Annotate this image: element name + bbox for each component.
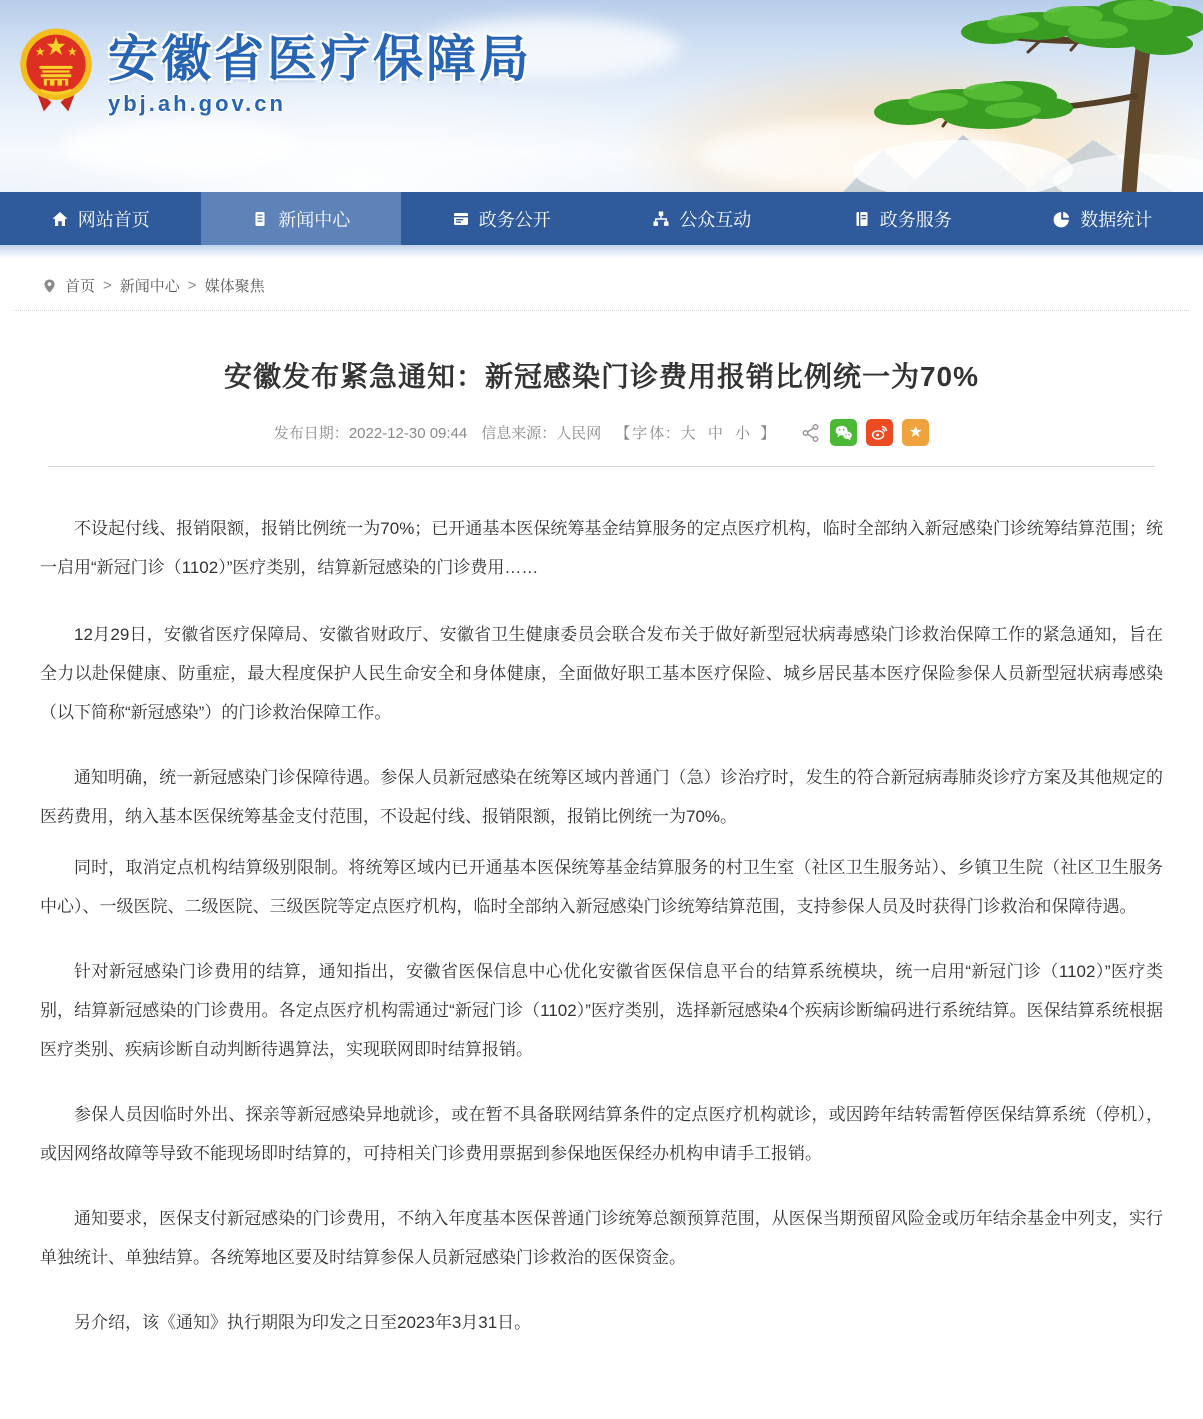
font-size-label: 【字体: — [615, 425, 673, 442]
breadcrumb-home-link[interactable]: 首页 — [65, 278, 96, 295]
breadcrumb-news-link[interactable]: 新闻中心 — [119, 278, 180, 295]
nav-item-statistics[interactable] — [1003, 192, 1203, 245]
article-paragraph: 12月29日，安徽省医疗保障局、安徽省财政厅、安徽省卫生健康委员会联合发布关于做好新型冠状病毒感染门诊救治保障工作的紧急通知，旨在全力以赴保健康、防重症，最大程度保护人民生命安全和身体健康，全面做好职工基本医疗保险、城乡居民基本医疗保险参保人员新型冠状病毒感染（以下简称“新冠感染”）的门诊救治保障工作。 — [40, 625, 1163, 722]
article-paragraph: 参保人员因临时外出、探亲等新冠感染异地就诊，或在暂不具备联网结算条件的定点医疗机构就诊，或因跨年结转需暂停医保结算系统（停机），或因网络故障等导致不能现场即时结算的，可持相关门诊费用票据到参保地医保经办机构申请手工报销。 — [40, 1105, 1163, 1163]
main-nav — [0, 192, 1203, 245]
wechat-share-button[interactable] — [830, 419, 857, 446]
site-header — [0, 0, 1203, 192]
article-paragraph: 不设起付线、报销限额，报销比例统一为70%；已开通基本医保统筹基金结算服务的定点医疗机构，临时全部纳入新冠感染门诊统筹结算范围；统一启用“新冠门诊（1102）”医疗类别，结算新冠感染的门诊费用…… — [40, 519, 1163, 577]
nav-item-label: 政务公开 — [478, 209, 551, 230]
font-size-controls — [615, 422, 777, 443]
info-source: 信息来源：人民网 — [481, 425, 602, 442]
font-size-medium-button[interactable]: 中 — [707, 425, 725, 442]
nav-item-label: 网站首页 — [77, 209, 150, 230]
favorite-star-button[interactable]: ★ — [902, 419, 929, 446]
site-domain: ybj.ah.gov.cn — [108, 91, 286, 116]
nav-item-interaction[interactable] — [602, 192, 803, 245]
nav-item-label: 公众互动 — [679, 209, 752, 230]
nav-item-label: 数据统计 — [1080, 209, 1153, 230]
location-pin-icon — [42, 278, 57, 294]
nav-item-gov-info[interactable] — [401, 192, 602, 245]
article — [0, 311, 1203, 1398]
news-icon — [251, 210, 269, 228]
cloud-decoration — [60, 120, 300, 174]
gov-info-icon — [452, 210, 470, 228]
breadcrumb-media-focus-link[interactable]: 媒体聚焦 — [204, 278, 265, 295]
breadcrumb-separator: > — [187, 277, 197, 294]
share-nodes-icon[interactable] — [801, 423, 821, 443]
article-body — [40, 467, 1163, 1342]
nav-item-news[interactable] — [201, 192, 402, 245]
article-paragraph: 另介绍，该《通知》执行期限为印发之日至2023年3月31日。 — [74, 1313, 532, 1332]
header-brand — [18, 26, 532, 117]
breadcrumb — [14, 259, 1189, 311]
article-paragraph: 通知明确，统一新冠感染门诊保障待遇。参保人员新冠感染在统筹区域内普通门（急）诊治疗时，发生的符合新冠病毒肺炎诊疗方案及其他规定的医药费用，纳入基本医保统筹基金支付范围，不设起付线、报销限额，报销比例统一为70%。 — [40, 768, 1163, 826]
breadcrumb-separator: > — [103, 277, 112, 294]
font-size-small-button[interactable]: 小 — [735, 425, 753, 442]
article-paragraph: 同时，取消定点机构结算级别限制。将统筹区域内已开通基本医保统筹基金结算服务的村卫生室（社区卫生服务站）、乡镇卫生院（社区卫生服务中心）、一级医院、二级医院、三级医院等定点医疗机构，临时全部纳入新冠感染门诊统筹结算范围，支持参保人员及时获得门诊救治和保障待遇。 — [40, 858, 1163, 916]
nav-item-label: 新闻中心 — [278, 209, 351, 230]
article-meta — [40, 419, 1163, 446]
site-title: 安徽省医疗保障局 — [108, 31, 532, 87]
font-size-large-button[interactable]: 大 — [680, 425, 698, 442]
nav-item-home[interactable] — [0, 192, 201, 245]
article-paragraph: 通知要求，医保支付新冠感染的门诊费用，不纳入年度基本医保普通门诊统筹总额预算范围，从医保当期预留风险金或历年结余基金中列支，实行单独统计、单独结算。各统筹地区要及时结算参保人员新冠感染门诊救治的医保资金。 — [40, 1209, 1163, 1267]
national-emblem-logo — [18, 26, 94, 114]
article-title: 安徽发布紧急通知：新冠感染门诊费用报销比例统一为70% — [223, 361, 980, 392]
publish-date: 发布日期：2022-12-30 09:44 — [273, 425, 468, 442]
statistics-pie-icon — [1053, 210, 1071, 228]
pine-tree-banner-image — [843, 0, 1203, 192]
service-icon — [853, 210, 871, 228]
weibo-share-button[interactable] — [866, 419, 893, 446]
home-icon — [51, 210, 69, 228]
nav-item-services[interactable] — [802, 192, 1003, 245]
font-size-label-close: 】 — [760, 425, 778, 442]
interaction-icon — [652, 210, 670, 228]
share-buttons — [801, 419, 929, 446]
nav-bottom-gradient — [0, 245, 1203, 259]
nav-item-label: 政务服务 — [879, 209, 952, 230]
article-paragraph: 针对新冠感染门诊费用的结算，通知指出，安徽省医保信息中心优化安徽省医保信息平台的结算系统模块，统一启用“新冠门诊（1102）”医疗类别，结算新冠感染的门诊费用。各定点医疗机构需通过“新冠门诊（1102）”医疗类别，选择新冠感染4个疾病诊断编码进行系统结算。医保结算系统根据医疗类别、疾病诊断自动判断待遇算法，实现联网即时结算报销。 — [40, 962, 1163, 1059]
